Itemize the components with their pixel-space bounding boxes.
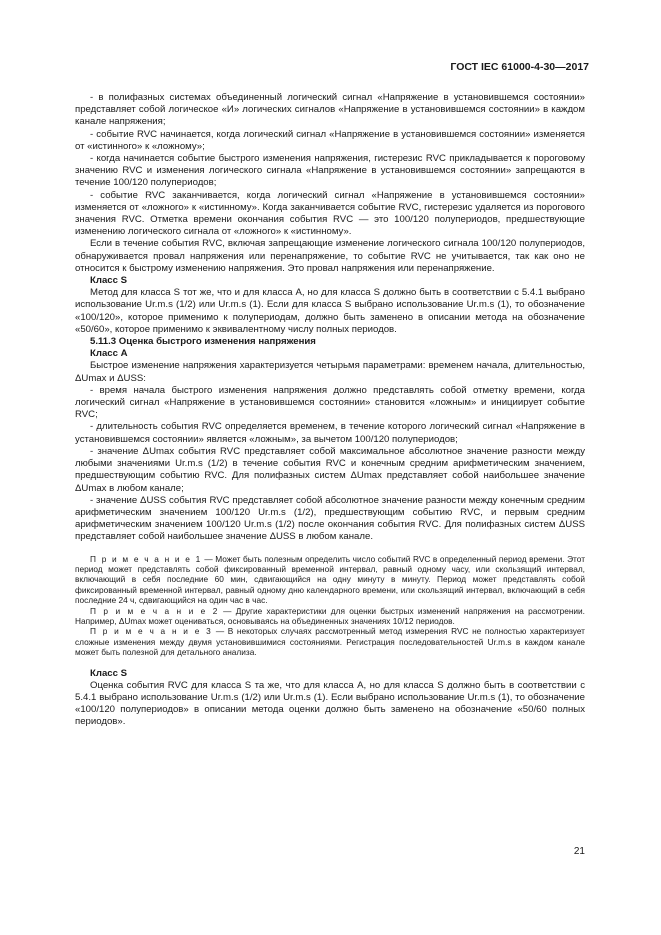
note-paragraph [75, 606, 585, 627]
body-paragraph: - значение ΔUSS события RVC представляет собой абсолютное значение разности между конечным средним арифметическим значением 100/120 Ur.m.s (1/2), предшествующим событию RVC, и первым средним арифметическим значением 100/120 Ur.m.s (1/2) после окончания события RVC. Для полифазных систем ΔUSS представляет собой наибольшее значение ΔUSS в любом канале. [75, 494, 585, 543]
body-paragraph: - время начала быстрого изменения напряжения должно представлять собой отметку времени, когда логический сигнал «Напряжение в установившемся состоянии» становится «ложным» и инициирует событие RVC; [75, 384, 585, 421]
note-text: — Другие характеристики для оценки быстрых изменений напряжения на рассмотрении. Например, ΔUmax может оцениваться, основываясь на объединенных значениях 10/12 периодов. [75, 605, 585, 626]
note-label: П р и м е ч а н и е 3 [90, 626, 213, 637]
document-body [75, 92, 585, 729]
section-heading: Класс А [90, 348, 128, 360]
body-paragraph: - событие RVC начинается, когда логический сигнал «Напряжение в установившемся состоянии» изменяется от «истинного» к «ложному»; [75, 128, 585, 152]
body-paragraph: Если в течение события RVC, включая запрещающие изменение логического сигнала 100/120 полупериодов, обнаруживается провал напряжения или перенапряжение, то событие RVC не учитывается, так как оно не относится к быстрому изменению напряжения. Это провал напряжения или перенапряжение. [75, 238, 585, 274]
note-text: — В некоторых случаях рассмотренный метод измерения RVC не полностью характеризует сложные изменения между двумя установившимися состояниями. Регистрация последовательностей Ur.m.s в каждом канале может быть полезной для детального анализа. [75, 626, 585, 658]
note-label: П р и м е ч а н и е 1 [90, 553, 202, 564]
body-paragraph: - в полифазных системах объединенный логический сигнал «Напряжение в установившемся состоянии» представляет собой логическое «И» логических сигналов «Напряжение в установившемся состоянии» в каждом канале напряжения; [75, 92, 585, 128]
section-heading: Класс S [90, 667, 128, 679]
body-paragraph: - длительность события RVC определяется временем, в течение которого логический сигнал «Напряжение в установившемся состоянии» является «ложным», за вычетом 100/120 полупериодов; [75, 421, 585, 445]
note-paragraph [75, 626, 585, 657]
body-paragraph: - событие RVC заканчивается, когда логический сигнал «Напряжение в установившемся состоянии» изменяется от «ложного» к «истинному». Когда заканчивается событие RVC, гистерезис удаляется из порогового значения RVC. Отметка времени окончания события RVC — это 100/120 полупериодов, предшествующие изменению логического сигнала от «ложного» к «истинному». [75, 189, 585, 238]
note-text: — Может быть полезным определить число событий RVC в определенный период времени. Этот период может представлять собой фиксированный временной интервал, равный одному часу, или скользящий интервал, включающий в себя последние 60 мин, сдвигающийся на одну минуту в минуту. Период может представлять собой фиксированный временной интервал, равный одному дню календарного времени, или скользящий интервал, включающий в себя последние 24 ч, сдвигающийся на один час в час. [75, 553, 585, 606]
body-paragraph: - когда начинается событие быстрого изменения напряжения, гистерезис RVC прикладывается к пороговому значению RVC и изменения логического сигнала «Напряжение в установившемся состоянии» запрещаются в течение 100/120 полупериодов; [75, 153, 585, 189]
body-paragraph: Оценка события RVC для класса S та же, что для класса А, но для класса S должно быть в соответствии с 5.4.1 выбрано использование Ur.m.s (1/2) или Ur.m.s (1). Если выбрано использование Ur.m.s (1), то обозначение «100/120 полупериодов» в описании метода оценки должно быть заменено на обозначение «50/60 полных периодов». [75, 679, 585, 728]
section-heading: Класс S [90, 275, 128, 287]
section-heading: 5.11.3 Оценка быстрого изменения напряжения [90, 336, 316, 348]
body-paragraph: - значение ΔUmax события RVC представляет собой максимальное абсолютное значение разности между любыми значениями Ur.m.s (1/2) в течение события RVC и конечным средним арифметическим значением, предшествующим событию RVC. Для полифазных систем ΔUmax представляет собой наибольшее значение ΔUmax в любом канале; [75, 445, 585, 494]
note-paragraph [75, 554, 585, 606]
spacer [75, 544, 585, 554]
document-header: ГОСТ IEC 61000-4-30—2017 [450, 61, 589, 73]
body-paragraph: Метод для класса S тот же, что и для класса А, но для класса S должно быть в соответствии с 5.4.1 выбрано использование Ur.m.s (1/2) или Ur.m.s (1). Если для класса S выбрано использование Ur.m.s (1), то обозначение «100/120», которое применимо к полупериодам, должно быть заменено в описании метода на обозначение «50/60», которое применимо к эквивалентному числу полных периодов. [75, 287, 585, 335]
page-number: 21 [573, 846, 585, 857]
note-label: П р и м е ч а н и е 2 [90, 605, 219, 616]
body-paragraph: Быстрое изменение напряжения характеризуется четырьмя параметрами: временем начала, длительностью, ΔUmax и ΔUSS: [75, 360, 585, 384]
spacer [75, 658, 585, 668]
